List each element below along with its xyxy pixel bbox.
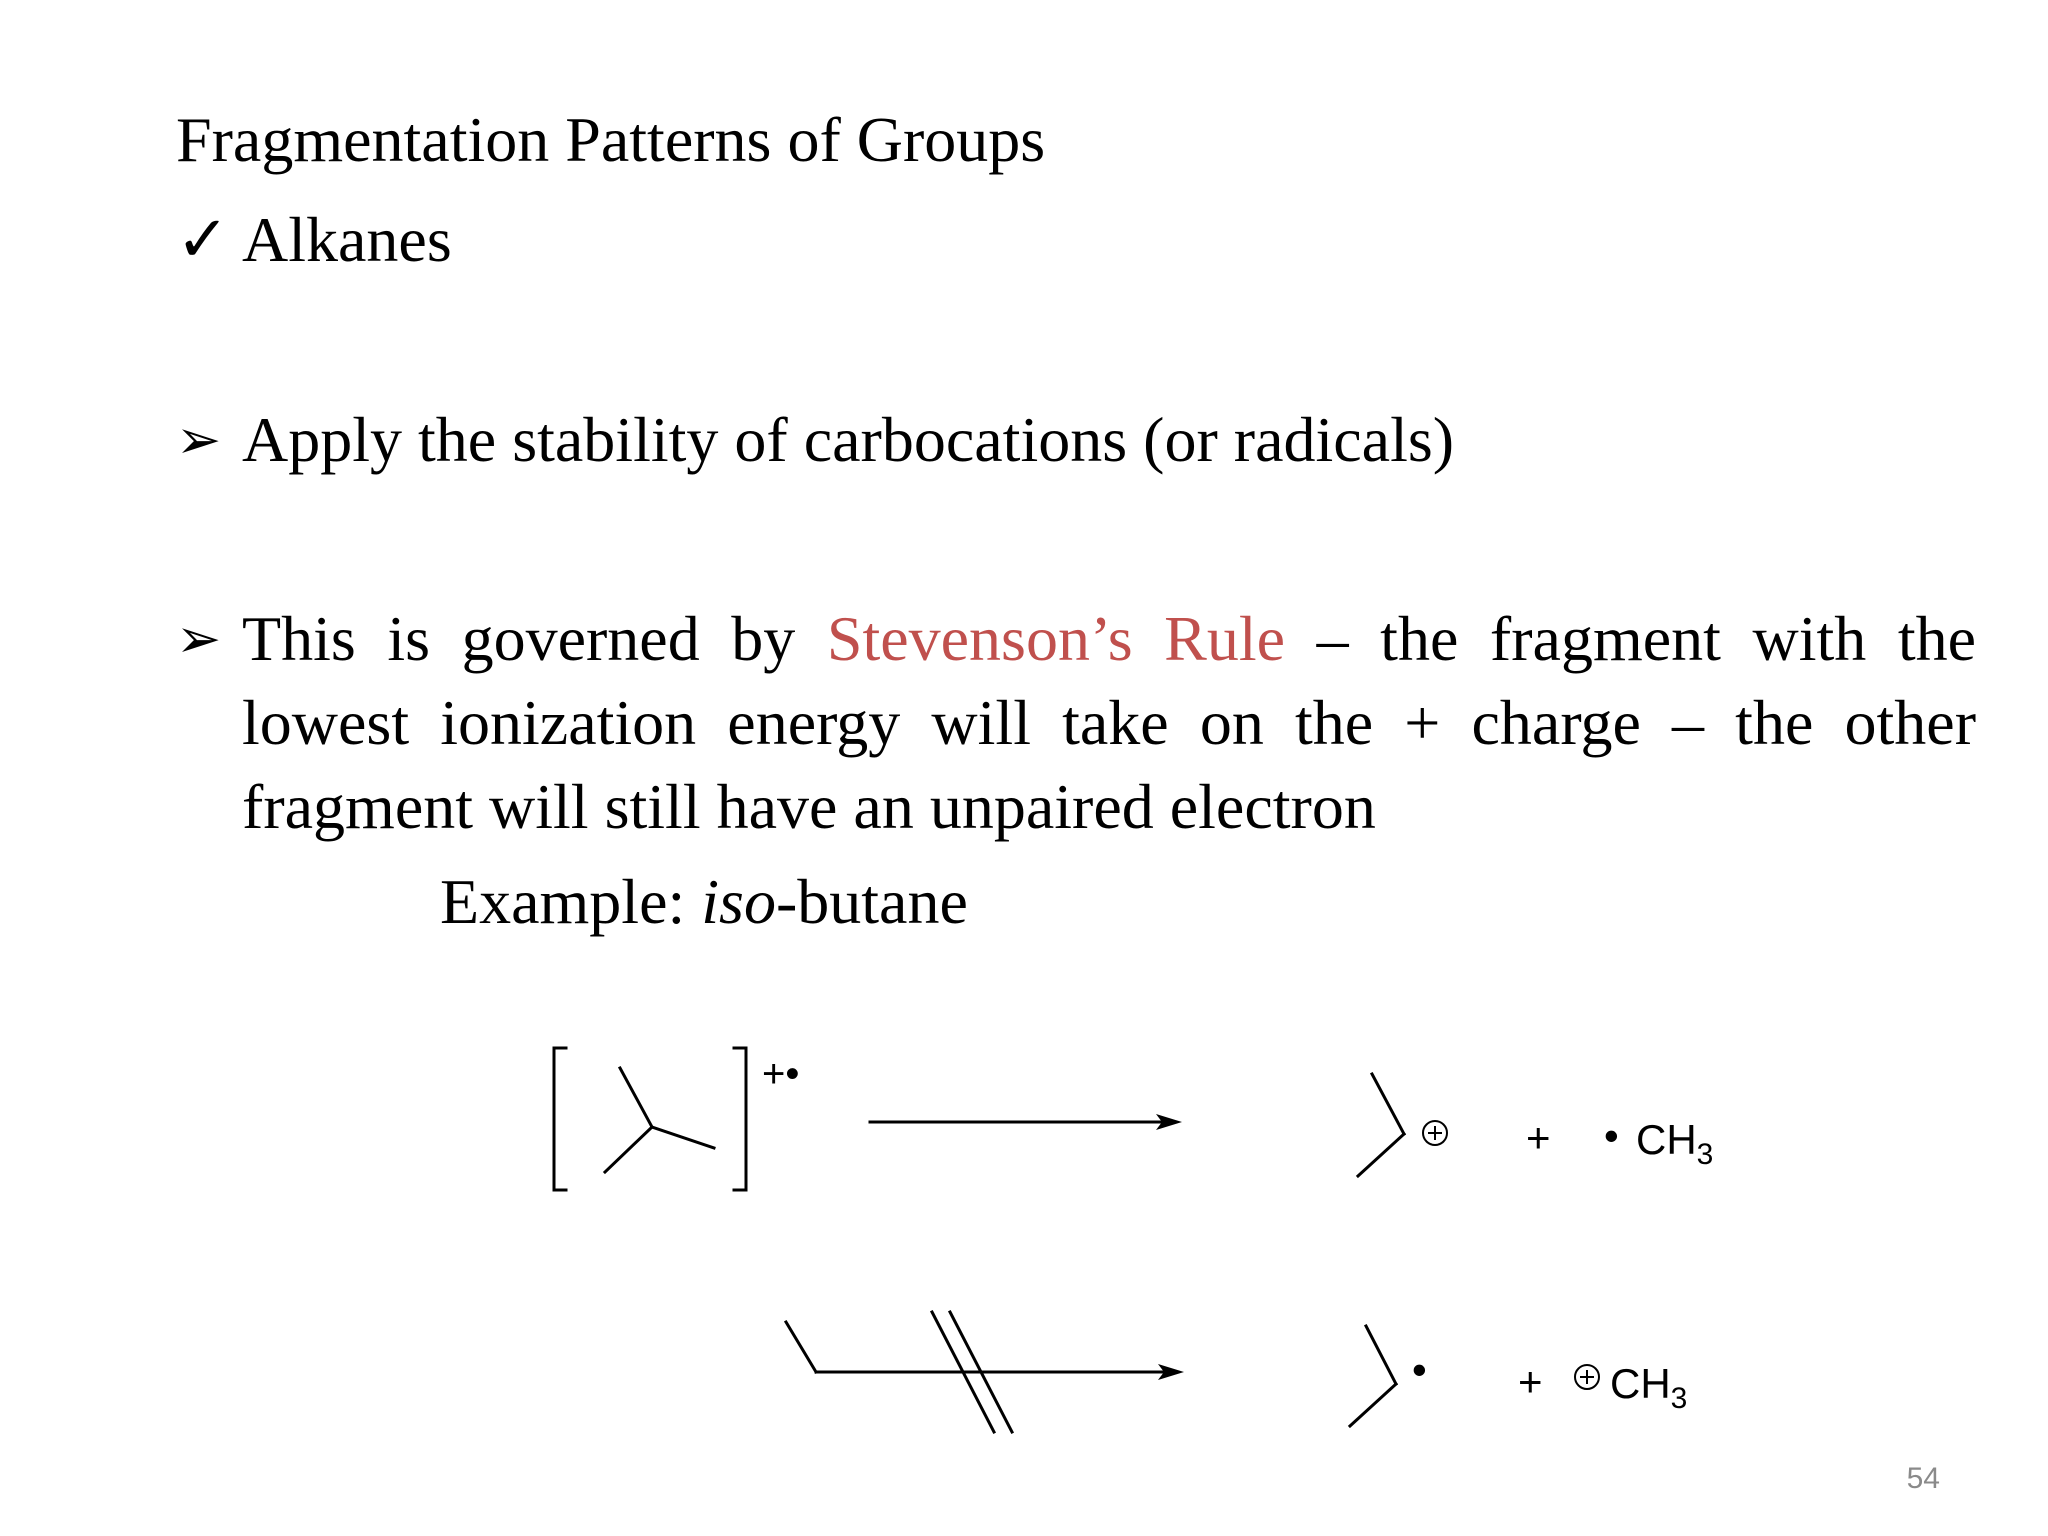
arrow-bullet-icon: ➢ <box>176 607 222 670</box>
arrow-bullet-icon: ➢ <box>176 408 222 471</box>
methyl-radical-subscript: 3 <box>1696 1138 1714 1171</box>
isobutane-structure <box>605 1068 714 1172</box>
checkmark-icon: ✓ <box>176 204 230 275</box>
plus-sign-2: + <box>1518 1358 1543 1405</box>
example-prefix: Example: <box>440 866 702 937</box>
reactant-charge-label: +• <box>762 1052 800 1096</box>
methyl-radical-dot: • <box>1604 1112 1619 1159</box>
methyl-radical-label <box>1636 1116 1713 1179</box>
methyl-cation-charge-icon <box>1574 1364 1600 1390</box>
left-bracket <box>554 1048 566 1190</box>
example-italic: iso <box>701 866 776 937</box>
radical-dot: • <box>1412 1346 1427 1393</box>
example-suffix: -butane <box>775 866 968 937</box>
bullet-stability-text: Apply the stability of carbocations (or radicals) <box>242 404 1455 475</box>
plus-sign-1: + <box>1526 1114 1551 1161</box>
bullet-text-start: This is governed by <box>242 603 827 674</box>
slide-title: Fragmentation Patterns of Groups <box>176 104 1046 175</box>
methyl-cation-formula: CH <box>1610 1360 1671 1407</box>
stevenson-rule-highlight: Stevenson’s Rule <box>826 603 1286 674</box>
methyl-cation-subscript: 3 <box>1670 1382 1688 1415</box>
alkanes-label: Alkanes <box>242 204 452 275</box>
right-bracket <box>734 1048 746 1190</box>
methyl-cation-label <box>1610 1360 1687 1423</box>
cation-charge-icon <box>1422 1120 1448 1146</box>
methyl-radical-formula: CH <box>1636 1116 1697 1163</box>
bullet-text-end: – the fragment with the lowest ionization energy will take on the + charge – the other fragment will still have an unpaired electron <box>242 603 1977 842</box>
page-number: 54 <box>1906 1462 1940 1495</box>
isopropyl-radical-structure <box>1350 1326 1396 1426</box>
isopropyl-cation-structure <box>1358 1074 1404 1176</box>
disfavored-pathway <box>786 1312 1172 1432</box>
